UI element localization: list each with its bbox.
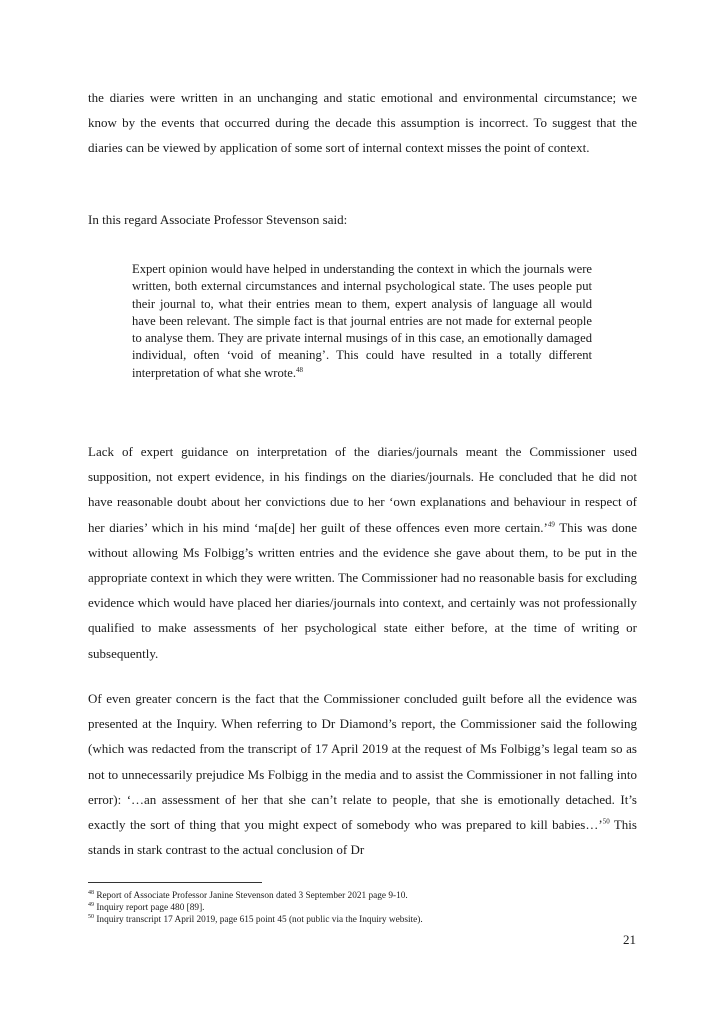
paragraph-expert-guidance: Lack of expert guidance on interpretation of the diaries/journals meant the Commissioner used supposition, not expert evidence, in his findings on the diaries/journals. He concluded that he did not have reasonable doubt about her convictions due to her ‘own explanations and behaviour in respect of her diaries’ which in his mind ‘ma[de] her guilt of these offences even more certain.’$^{49}$ This was done without allowing Ms Folbigg’s written entries and the evidence she gave about them, to be put in the appropriate context in which they were written. The Commissioner had no reasonable basis for excluding evidence which would have placed her diaries/journals into context, and certainly was not professionally qualified to make assessments of her psychological state either before, at the time of writing or subsequently. xyxy=(88,444,637,661)
footnote-ref-50[interactable]: 50 xyxy=(602,817,610,826)
footnote-49: $^{49}$ Inquiry report page 480 [89]. xyxy=(88,901,205,913)
page-number: 21 xyxy=(623,932,636,947)
paragraph-greater-concern: Of even greater concern is the fact that the Commissioner concluded guilt before all the evidence was presented at the Inquiry. When referring to Dr Diamond’s report, the Commissioner said the following (which was redacted from the transcript of 17 April 2019 at the request of Ms Folbigg’s legal team so as not to unnecessarily prejudice Ms Folbigg in the media and to assist the Commissioner in not falling into error): ‘…an assessment of her that she can’t relate to people, that she is emotionally detached. It’s exactly the sort of thing that you might expect of somebody who was prepared to kill babies…’$^{50}$ This stands in stark contrast to the actual conclusion of Dr xyxy=(88,691,637,858)
footnote-ref-48[interactable]: 48 xyxy=(296,365,304,374)
block-quote-stevenson: Expert opinion would have helped in understanding the context in which the journals were written, both external circumstances and internal psychological state. The uses people put their journal to, what their entries mean to them, expert analysis of language all would have been relevant. The simple fact is that journal entries are not made for external people to analyse them. They are private internal musings of in this case, an emotionally damaged individual, often ‘void of meaning’. This could have resulted in a totally different interpretation of what she wrote.$^{48}$ xyxy=(132,262,592,380)
paragraph-stevenson-intro: In this regard Associate Professor Stevenson said: xyxy=(88,212,348,227)
paragraph-diaries-context: the diaries were written in an unchanging and static emotional and environmental circumstance; we know by the events that occurred during the decade this assumption is incorrect. To suggest that the diaries can be viewed by application of some sort of internal context misses the point of context. xyxy=(88,90,637,156)
footnote-separator xyxy=(88,882,262,883)
footnote-ref-49[interactable]: 49 xyxy=(547,520,555,529)
footnote-50: $^{50}$ Inquiry transcript 17 April 2019, page 615 point 45 (not public via the Inquiry website). xyxy=(88,913,423,925)
footnote-48: $^{48}$ Report of Associate Professor Janine Stevenson dated 3 September 2021 page 9-10. xyxy=(88,889,408,901)
